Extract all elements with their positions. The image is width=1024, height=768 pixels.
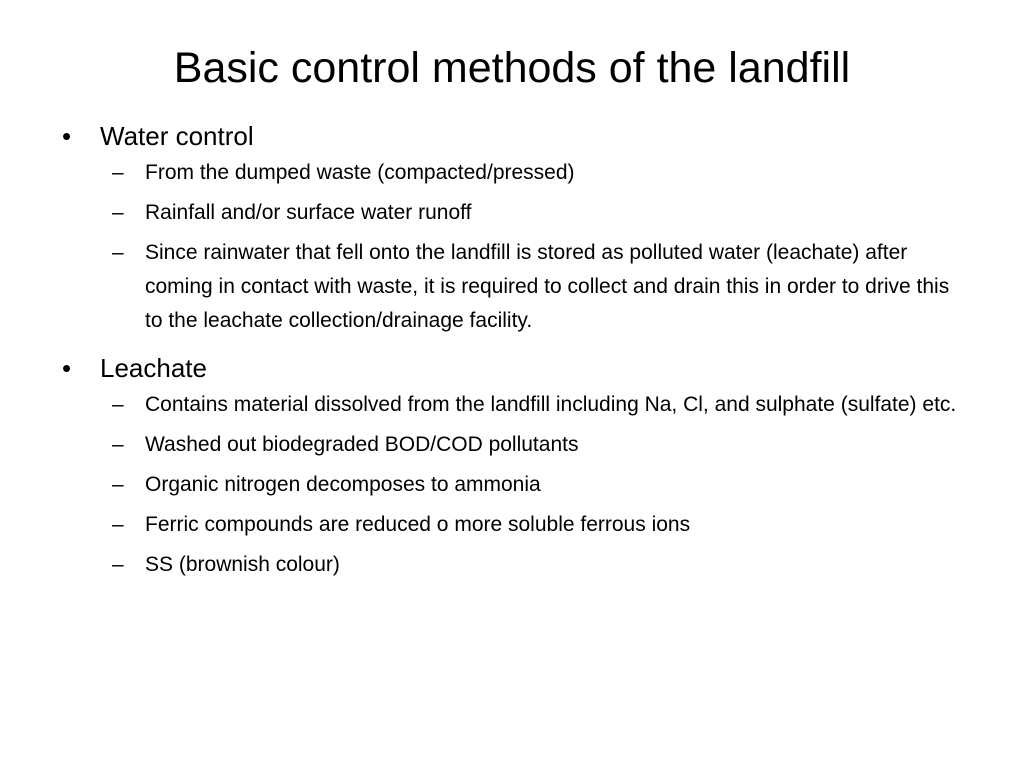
sub-item — [100, 388, 970, 422]
dash-icon: – — [112, 241, 124, 264]
sub-item-text: Rainfall and/or surface water runoff — [145, 201, 472, 224]
sub-item-text: SS (brownish colour) — [145, 553, 340, 576]
bullet-heading: Water control — [100, 121, 254, 151]
dash-icon: – — [112, 433, 124, 456]
dash-icon: – — [112, 161, 124, 184]
sub-item — [100, 508, 970, 542]
dash-icon: – — [112, 393, 124, 416]
dash-icon: – — [112, 513, 124, 536]
dash-icon: – — [112, 473, 124, 496]
bullet-water-control — [60, 116, 970, 338]
bullet-icon: • — [62, 121, 72, 151]
bullet-heading: Leachate — [100, 353, 207, 383]
dash-icon: – — [112, 553, 124, 576]
sub-item — [100, 196, 970, 230]
sub-item-text: Contains material dissolved from the landfill including Na, Cl, and sulphate (sulfate) etc. — [145, 393, 957, 416]
sub-item-text: Ferric compounds are reduced o more soluble ferrous ions — [145, 513, 691, 536]
sub-item — [100, 428, 970, 462]
sub-item-text: Since rainwater that fell onto the landfill is stored as polluted water (leachate) after coming in contact with waste, it is required to collect and drain this in order to drive this to the leachate collection/drainage facility. — [145, 241, 950, 332]
sub-item-text: From the dumped waste (compacted/pressed) — [145, 161, 575, 184]
sub-item-text: Washed out biodegraded BOD/COD pollutants — [145, 433, 579, 456]
sub-item — [100, 468, 970, 502]
sub-item-text: Organic nitrogen decomposes to ammonia — [145, 473, 541, 496]
slide-title: Basic control methods of the landfill — [173, 44, 851, 92]
sub-list — [100, 388, 970, 582]
sub-item — [100, 548, 970, 582]
sub-item — [100, 156, 970, 190]
slide-content — [60, 116, 970, 592]
dash-icon: – — [112, 201, 124, 224]
sub-list — [100, 156, 970, 338]
bullet-icon: • — [62, 353, 72, 383]
bullet-leachate — [60, 348, 970, 582]
sub-item — [100, 236, 970, 338]
